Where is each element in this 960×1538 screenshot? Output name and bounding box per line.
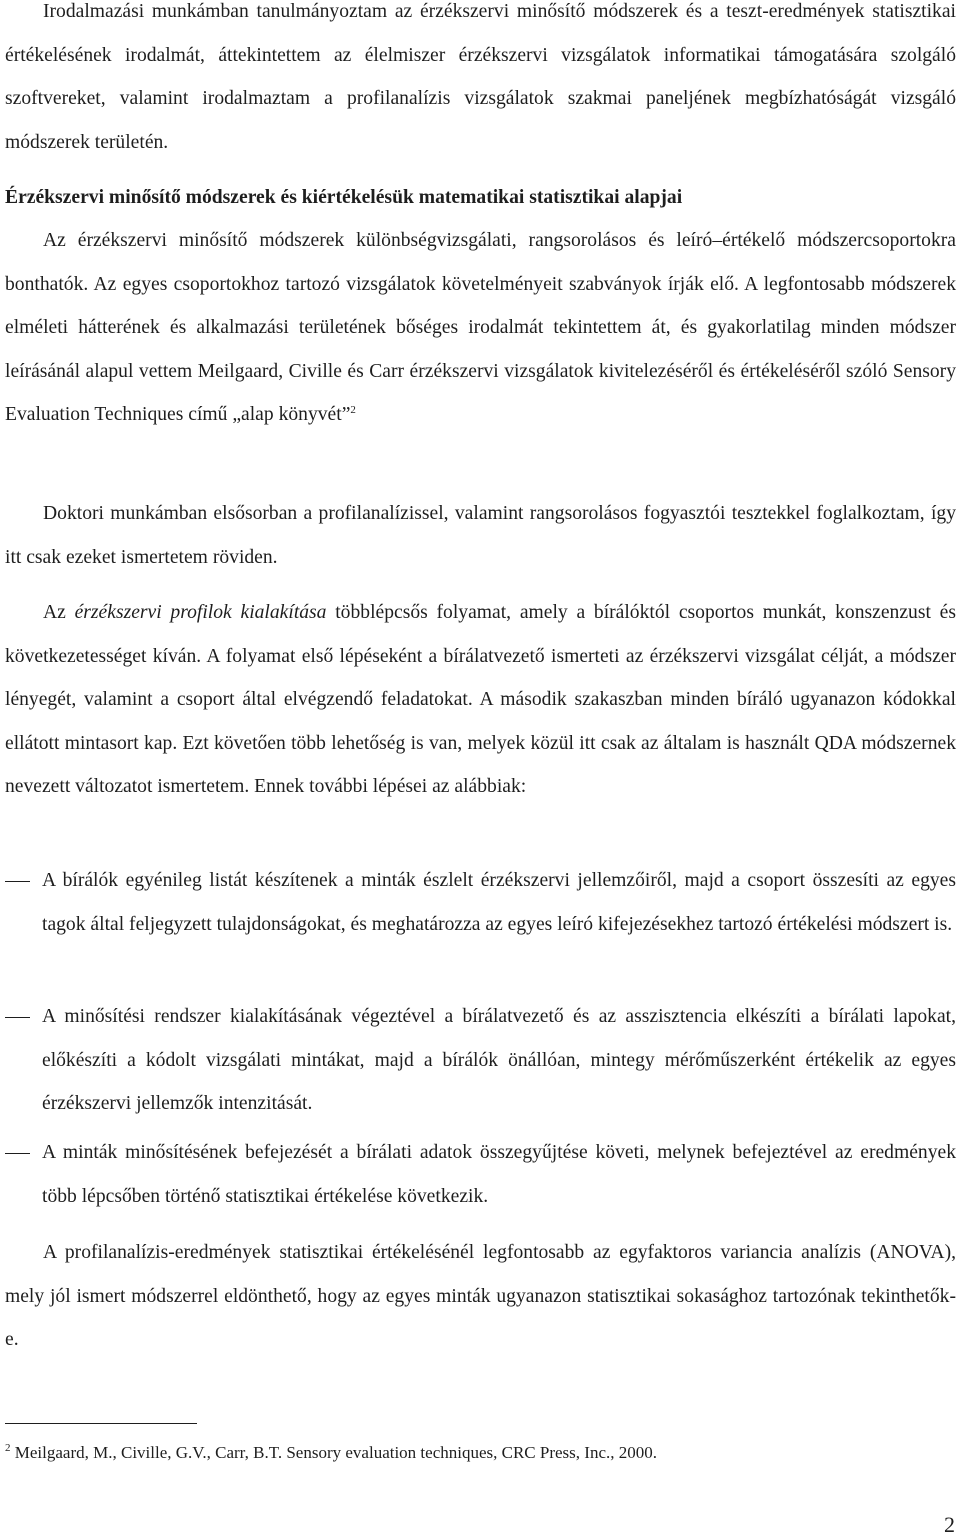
list-item-text: A bírálók egyénileg listát készítenek a minták észlelt érzékszervi jellemzőiről, majd a csoport összesíti az egyes tagok által feljegyzett tulajdonságokat, és meghatározza az egyes leíró kifejezésekhez tartozó értékelési módszert is. [42,870,956,935]
page-number: 2 [944,1512,955,1537]
paragraph-methods [5,219,956,437]
paragraph-profiles [5,591,956,809]
paragraph-anova [5,1231,956,1362]
paragraph-doctoral [5,492,956,579]
footnote-reference: 2 [350,404,356,416]
dash-bullet-icon [5,881,30,882]
paragraph-anova-text: A profilanalízis-eredmények statisztikai értékelésénél legfontosabb az egyfaktoros variancia analízis (ANOVA), mely jól ismert módszerrel eldönthető, hogy az egyes minták ugyanazon statisztikai sokasághoz tartozónak tekinthetők-e. [5,1242,956,1350]
footnote-text: Meilgaard, M., Civille, G.V., Carr, B.T. Sensory evaluation techniques, CRC Press, Inc., 2000. [10,1443,657,1462]
paragraph-profiles-emphasis: érzékszervi profilok kialakítása [74,602,327,623]
paragraph-profiles-text: többlépcsős folyamat, amely a bírálóktól csoportos munkát, konszenzust és következetességet kíván. A folyamat első lépéseként a bírálatvezető ismerteti az érzékszervi vizsgálat célját, a módszer lényegét, valamint a csoport által elvégzendő feladatokat. A második szakaszban minden bíráló ugyanazon kódokkal ellátott mintasort kap. Ezt követően több lehetőség is van, melyek közül itt csak az általam is használt QDA módszernek nevezett változatot ismertetem. Ennek további lépései az alábbiak: [5,602,956,797]
paragraph-methods-text: Az érzékszervi minősítő módszerek különbségvizsgálati, rangsorolásos és leíró–értékelő módszercsoportokra bonthatók. Az egyes csoportokhoz tartozó vizsgálatok követelményeit szabványok írják elő. A legfontosabb módszerek elméleti hátterének és alkalmazási területének bőséges irodalmát tekintettem át, és gyakorlatilag minden módszer leírásánál alapul vettem Meilgaard, Civille és Carr érzékszervi vizsgálatok kivitelezéséről és értékeléséről szóló Sensory Evaluation Techniques című „alap könyvét” [5,230,956,425]
footnote-marker: 2 [5,1442,11,1454]
paragraph-intro-text: Irodalmazási munkámban tanulmányoztam az érzékszervi minősítő módszerek és a teszt-eredmények statisztikai értékelésének irodalmát, áttekintettem az élelmiszer érzékszervi vizsgálatok informatikai támogatására szolgáló szoftvereket, valamint irodalmaztam a profilanalízis vizsgálatok szakmai paneljének megbízhatóságát vizsgáló módszerek területén. [5,1,956,153]
dash-bullet-icon [5,1017,30,1018]
paragraph-intro [5,0,956,164]
paragraph-doctoral-text: Doktori munkámban elsősorban a profilanalízissel, valamint rangsorolásos fogyasztói tesztekkel foglalkoztam, így itt csak ezeket ismertetem röviden. [5,503,956,568]
paragraph-profiles-prefix: Az [43,602,75,623]
section-heading: Érzékszervi minősítő módszerek és kiértékelésük matematikai statisztikai alapjai [5,187,683,208]
dash-bullet-icon [5,1153,30,1154]
footnote [5,1440,956,1466]
list-item-text: A minták minősítésének befejezését a bírálati adatok összegyűjtése követi, melynek befejeztével az eredmények több lépcsőben történő statisztikai értékelése következik. [42,1142,956,1207]
list-item-text: A minősítési rendszer kialakításának végeztével a bírálatvezető és az asszisztencia elkészíti a bírálati lapokat, előkészíti a kódolt vizsgálati mintákat, majd a bírálók önállóan, mintegy mérőműszerként értékelik az egyes érzékszervi jellemzők intenzitását. [42,1006,956,1114]
footnote-divider [5,1423,197,1424]
